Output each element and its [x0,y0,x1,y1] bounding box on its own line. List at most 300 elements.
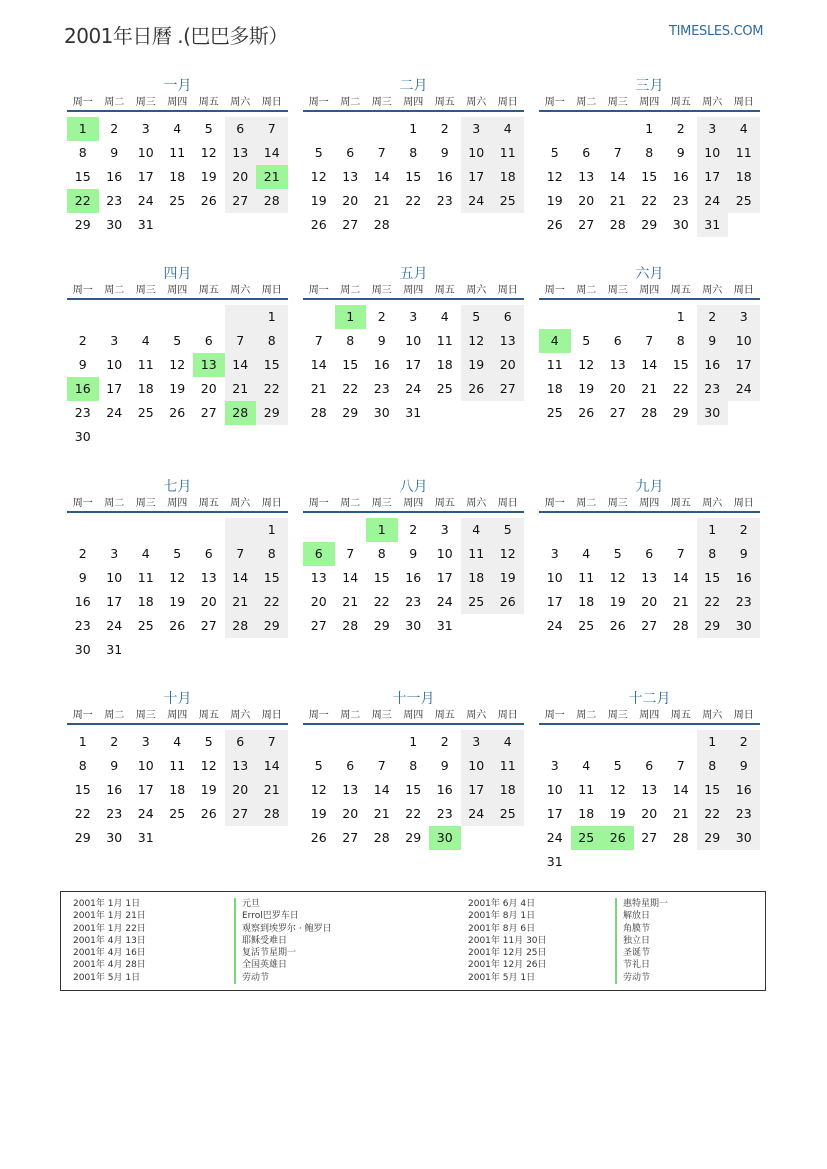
day-cell: 29 [697,614,729,638]
weekday-header: 周一 [72,285,93,296]
day-cell: 19 [546,193,563,208]
day-cell: 9 [78,357,87,372]
day-cell: 26 [169,618,186,633]
day-cell: 13 [578,169,595,184]
day-cell: 16 [373,357,390,372]
weekday-header: 周六 [466,498,487,509]
day-cell: 15 [405,782,422,797]
day-cell: 6 [492,305,524,329]
day-cell: 11 [492,754,524,778]
day-cell: 17 [106,381,123,396]
weekday-header: 周一 [544,710,565,721]
holiday-name: 劳动节 [615,972,668,984]
day-cell: 4 [728,117,760,141]
day-cell: 17 [546,806,563,821]
day-cell: 23 [74,405,91,420]
day-cell: 18 [169,782,186,797]
day-cell: 28 [672,618,689,633]
day-cell: 6 [204,333,213,348]
holiday-day-cell: 26 [602,826,634,850]
day-cell: 31 [137,830,154,845]
day-cell: 14 [342,570,359,585]
day-cell: 10 [697,141,729,165]
day-cell: 24 [436,594,453,609]
holiday-name: 节礼日 [615,959,668,971]
day-cell: 17 [106,594,123,609]
holiday-day-cell: 21 [256,165,288,189]
day-cell: 17 [436,570,453,585]
day-cell: 14 [672,570,689,585]
day-cell: 2 [377,309,386,324]
holiday-date: 2001年 1月 1日 [73,899,141,909]
day-cell: 11 [578,570,595,585]
day-cell: 28 [672,830,689,845]
holiday-name: 惠特星期一 [615,898,668,910]
month-name: 十一月 [392,691,435,707]
month-name: 十月 [163,691,192,707]
day-cell: 11 [436,333,453,348]
day-cell: 2 [78,333,87,348]
header-divider [539,110,760,112]
weekday-header: 周日 [497,285,518,296]
day-cell: 20 [641,806,658,821]
day-cell: 23 [106,193,123,208]
day-cell: 8 [697,754,729,778]
day-cell: 19 [310,193,327,208]
day-cell: 28 [373,830,390,845]
weekday-header: 周二 [104,498,125,509]
day-cell: 10 [461,754,493,778]
site-link[interactable]: TIMESLES.COM [669,24,764,39]
day-cell: 15 [405,169,422,184]
day-cell: 27 [225,189,257,213]
weekday-header: 周四 [639,285,660,296]
holiday-day-cell: 1 [366,518,398,542]
weekday-header: 周五 [670,710,691,721]
month-name: 八月 [399,479,428,495]
day-cell: 13 [342,169,359,184]
day-cell: 28 [256,802,288,826]
day-cell: 17 [461,778,493,802]
day-cell: 7 [314,333,323,348]
day-cell: 9 [377,333,386,348]
day-cell: 28 [373,217,390,232]
day-cell: 30 [373,405,390,420]
weekday-header: 周五 [670,498,691,509]
day-cell: 15 [256,353,288,377]
day-cell: 29 [342,405,359,420]
day-cell: 17 [137,169,154,184]
day-cell: 6 [645,758,654,773]
day-cell: 9 [728,542,760,566]
weekday-header: 周三 [371,97,392,108]
header-divider [303,511,524,513]
holiday-date: 2001年 6月 4日 [468,899,536,909]
day-cell: 11 [169,758,186,773]
day-cell: 10 [546,782,563,797]
holiday-date: 2001年 4月 16日 [73,948,146,959]
day-cell: 13 [492,329,524,353]
day-cell: 15 [373,570,390,585]
day-cell: 12 [578,357,595,372]
holiday-name: 复活节星期一 [234,947,332,959]
day-cell: 4 [173,121,182,136]
day-cell: 3 [440,522,449,537]
day-cell: 1 [645,121,654,136]
day-cell: 4 [141,546,150,561]
day-cell: 5 [613,546,622,561]
day-cell: 14 [256,141,288,165]
day-cell: 25 [546,405,563,420]
day-cell: 1 [409,121,418,136]
holiday-date: 2001年 11月 30日 [468,935,547,946]
day-cell: 24 [106,618,123,633]
day-cell: 19 [169,381,186,396]
day-cell: 29 [74,830,91,845]
holiday-names-right [615,898,668,984]
day-cell: 24 [137,193,154,208]
day-cell: 10 [137,145,154,160]
day-cell: 21 [672,594,689,609]
day-cell: 26 [609,618,626,633]
day-cell: 29 [256,614,288,638]
holiday-name: 解放日 [615,910,668,922]
day-cell: 19 [492,566,524,590]
weekday-header: 周三 [607,285,628,296]
day-cell: 5 [314,145,323,160]
day-cell: 9 [440,145,449,160]
day-cell: 12 [546,169,563,184]
day-cell: 18 [728,165,760,189]
day-cell: 23 [106,806,123,821]
holiday-dates-right [468,898,547,984]
weekday-header: 周二 [340,97,361,108]
day-cell: 13 [200,570,217,585]
day-cell: 12 [200,758,217,773]
day-cell: 22 [74,806,91,821]
day-cell: 15 [74,782,91,797]
day-cell: 9 [676,145,685,160]
day-cell: 29 [672,405,689,420]
day-cell: 27 [342,830,359,845]
day-cell: 21 [225,590,257,614]
holiday-date: 2001年 5月 1日 [73,972,141,983]
day-cell: 30 [74,642,91,657]
day-cell: 15 [641,169,658,184]
day-cell: 7 [613,145,622,160]
day-cell: 21 [256,778,288,802]
day-cell: 15 [256,566,288,590]
day-cell: 17 [461,165,493,189]
weekday-header: 周一 [544,285,565,296]
day-cell: 6 [613,333,622,348]
day-cell: 22 [256,377,288,401]
month-name: 六月 [635,266,664,282]
day-cell: 28 [310,405,327,420]
day-cell: 11 [546,357,563,372]
month-name: 十二月 [628,691,671,707]
day-cell: 8 [645,145,654,160]
day-cell: 26 [200,806,217,821]
day-cell: 20 [225,165,257,189]
day-cell: 4 [492,730,524,754]
weekday-header: 周三 [371,710,392,721]
day-cell: 20 [492,353,524,377]
day-cell: 4 [440,309,449,324]
weekday-header: 周二 [576,498,597,509]
day-cell: 8 [256,329,288,353]
day-cell: 6 [645,546,654,561]
day-cell: 13 [641,570,658,585]
day-cell: 1 [676,309,685,324]
day-cell: 19 [169,594,186,609]
day-cell: 25 [578,618,595,633]
day-cell: 13 [310,570,327,585]
header-divider [303,110,524,112]
day-cell: 29 [641,217,658,232]
day-cell: 27 [200,618,217,633]
day-cell: 15 [697,778,729,802]
weekday-header: 周三 [135,285,156,296]
header-divider [67,110,288,112]
day-cell: 26 [492,590,524,614]
day-cell: 31 [405,405,422,420]
day-cell: 8 [256,542,288,566]
day-cell: 24 [546,618,563,633]
weekday-header: 周一 [308,285,329,296]
day-cell: 23 [373,381,390,396]
day-cell: 3 [697,117,729,141]
weekday-header: 周日 [261,285,282,296]
day-cell: 23 [436,806,453,821]
day-cell: 20 [310,594,327,609]
weekday-header: 周六 [230,710,251,721]
day-cell: 13 [609,357,626,372]
holiday-date: 2001年 4月 13日 [73,935,146,946]
holiday-name: 角膜节 [615,923,668,935]
weekday-header: 周二 [104,285,125,296]
day-cell: 6 [225,730,257,754]
day-cell: 23 [405,594,422,609]
day-cell: 5 [461,305,493,329]
day-cell: 1 [78,734,87,749]
holiday-day-cell: 30 [429,826,461,850]
day-cell: 21 [342,594,359,609]
holiday-day-cell: 6 [303,542,335,566]
day-cell: 14 [225,353,257,377]
day-cell: 14 [373,169,390,184]
day-cell: 26 [578,405,595,420]
weekday-header: 周五 [670,285,691,296]
day-cell: 4 [461,518,493,542]
day-cell: 19 [310,806,327,821]
day-cell: 6 [225,117,257,141]
holiday-date: 2001年 8月 1日 [468,911,536,922]
day-cell: 8 [78,145,87,160]
day-cell: 20 [200,594,217,609]
day-cell: 14 [641,357,658,372]
month-name: 二月 [399,78,428,94]
weekday-header: 周日 [497,710,518,721]
holiday-name: 全国英雄日 [234,959,332,971]
day-cell: 30 [672,217,689,232]
header-divider [539,723,760,725]
day-cell: 20 [225,778,257,802]
day-cell: 11 [137,570,154,585]
weekday-header: 周四 [639,498,660,509]
day-cell: 22 [641,193,658,208]
day-cell: 2 [110,734,119,749]
day-cell: 30 [106,217,123,232]
day-cell: 16 [74,594,91,609]
day-cell: 23 [436,193,453,208]
day-cell: 10 [106,570,123,585]
day-cell: 22 [405,806,422,821]
day-cell: 5 [314,758,323,773]
day-cell: 24 [106,405,123,420]
weekday-header: 周四 [639,97,660,108]
day-cell: 8 [409,758,418,773]
day-cell: 7 [676,758,685,773]
day-cell: 2 [440,121,449,136]
weekday-header: 周四 [167,97,188,108]
month-name: 三月 [635,78,664,94]
day-cell: 25 [461,590,493,614]
holiday-date: 2001年 1月 21日 [73,911,146,922]
holiday-name: 耶稣受难日 [234,935,332,947]
day-cell: 17 [137,782,154,797]
weekday-header: 周二 [340,285,361,296]
day-cell: 12 [200,145,217,160]
day-cell: 9 [728,754,760,778]
holiday-list [60,891,766,991]
day-cell: 8 [78,758,87,773]
day-cell: 7 [256,117,288,141]
day-cell: 26 [461,377,493,401]
day-cell: 17 [697,165,729,189]
day-cell: 18 [578,594,595,609]
day-cell: 2 [78,546,87,561]
day-cell: 8 [697,542,729,566]
day-cell: 22 [256,590,288,614]
holiday-name: 劳动节 [234,972,332,984]
day-cell: 10 [546,570,563,585]
weekday-header: 周日 [261,498,282,509]
day-cell: 12 [492,542,524,566]
day-cell: 13 [225,141,257,165]
day-cell: 30 [106,830,123,845]
day-cell: 8 [409,145,418,160]
day-cell: 1 [256,518,288,542]
weekday-header: 周一 [72,710,93,721]
weekday-header: 周六 [702,710,723,721]
day-cell: 19 [200,169,217,184]
day-cell: 19 [200,782,217,797]
weekday-header: 周三 [607,97,628,108]
day-cell: 28 [256,189,288,213]
day-cell: 2 [676,121,685,136]
day-cell: 27 [641,830,658,845]
weekday-header: 周四 [403,710,424,721]
holiday-name: Errol巴罗车日 [234,910,332,922]
holiday-date: 2001年 12月 26日 [468,960,547,971]
day-cell: 25 [137,618,154,633]
weekday-header: 周三 [607,498,628,509]
day-cell: 23 [697,377,729,401]
day-cell: 12 [609,570,626,585]
weekday-header: 周五 [434,285,455,296]
day-cell: 3 [141,121,150,136]
header-divider [303,298,524,300]
day-cell: 14 [256,754,288,778]
day-cell: 6 [582,145,591,160]
weekday-header: 周五 [670,97,691,108]
weekday-header: 周四 [403,285,424,296]
day-cell: 19 [578,381,595,396]
day-cell: 2 [728,518,760,542]
weekday-header: 周日 [733,285,754,296]
day-cell: 15 [74,169,91,184]
day-cell: 7 [346,546,355,561]
day-cell: 24 [728,377,760,401]
day-cell: 18 [137,594,154,609]
day-cell: 12 [169,357,186,372]
day-cell: 26 [200,193,217,208]
weekday-header: 周三 [135,498,156,509]
weekday-header: 周二 [340,498,361,509]
day-cell: 8 [676,333,685,348]
day-cell: 22 [405,193,422,208]
day-cell: 2 [409,522,418,537]
day-cell: 26 [310,217,327,232]
day-cell: 4 [141,333,150,348]
day-cell: 25 [169,806,186,821]
day-cell: 7 [377,758,386,773]
day-cell: 30 [74,429,91,444]
day-cell: 20 [578,193,595,208]
holiday-day-cell: 16 [67,377,99,401]
weekday-header: 周五 [198,498,219,509]
day-cell: 9 [110,145,119,160]
header-divider [539,511,760,513]
weekday-header: 周三 [135,97,156,108]
holiday-day-cell: 1 [335,305,367,329]
holiday-name: 圣诞节 [615,947,668,959]
day-cell: 2 [440,734,449,749]
day-cell: 23 [672,193,689,208]
day-cell: 20 [641,594,658,609]
day-cell: 7 [225,329,257,353]
day-cell: 26 [169,405,186,420]
weekday-header: 周三 [607,710,628,721]
day-cell: 5 [173,546,182,561]
day-cell: 5 [492,518,524,542]
weekday-header: 周五 [198,285,219,296]
day-cell: 30 [697,401,729,425]
day-cell: 21 [373,193,390,208]
weekday-header: 周二 [576,97,597,108]
day-cell: 16 [728,778,760,802]
weekday-header: 周二 [576,285,597,296]
day-cell: 17 [728,353,760,377]
day-cell: 5 [550,145,559,160]
day-cell: 10 [405,333,422,348]
day-cell: 26 [546,217,563,232]
weekday-header: 周二 [104,97,125,108]
weekday-header: 周六 [466,710,487,721]
day-cell: 24 [461,189,493,213]
holiday-name: 观察到埃罗尔 · 鲍罗日 [234,923,332,935]
